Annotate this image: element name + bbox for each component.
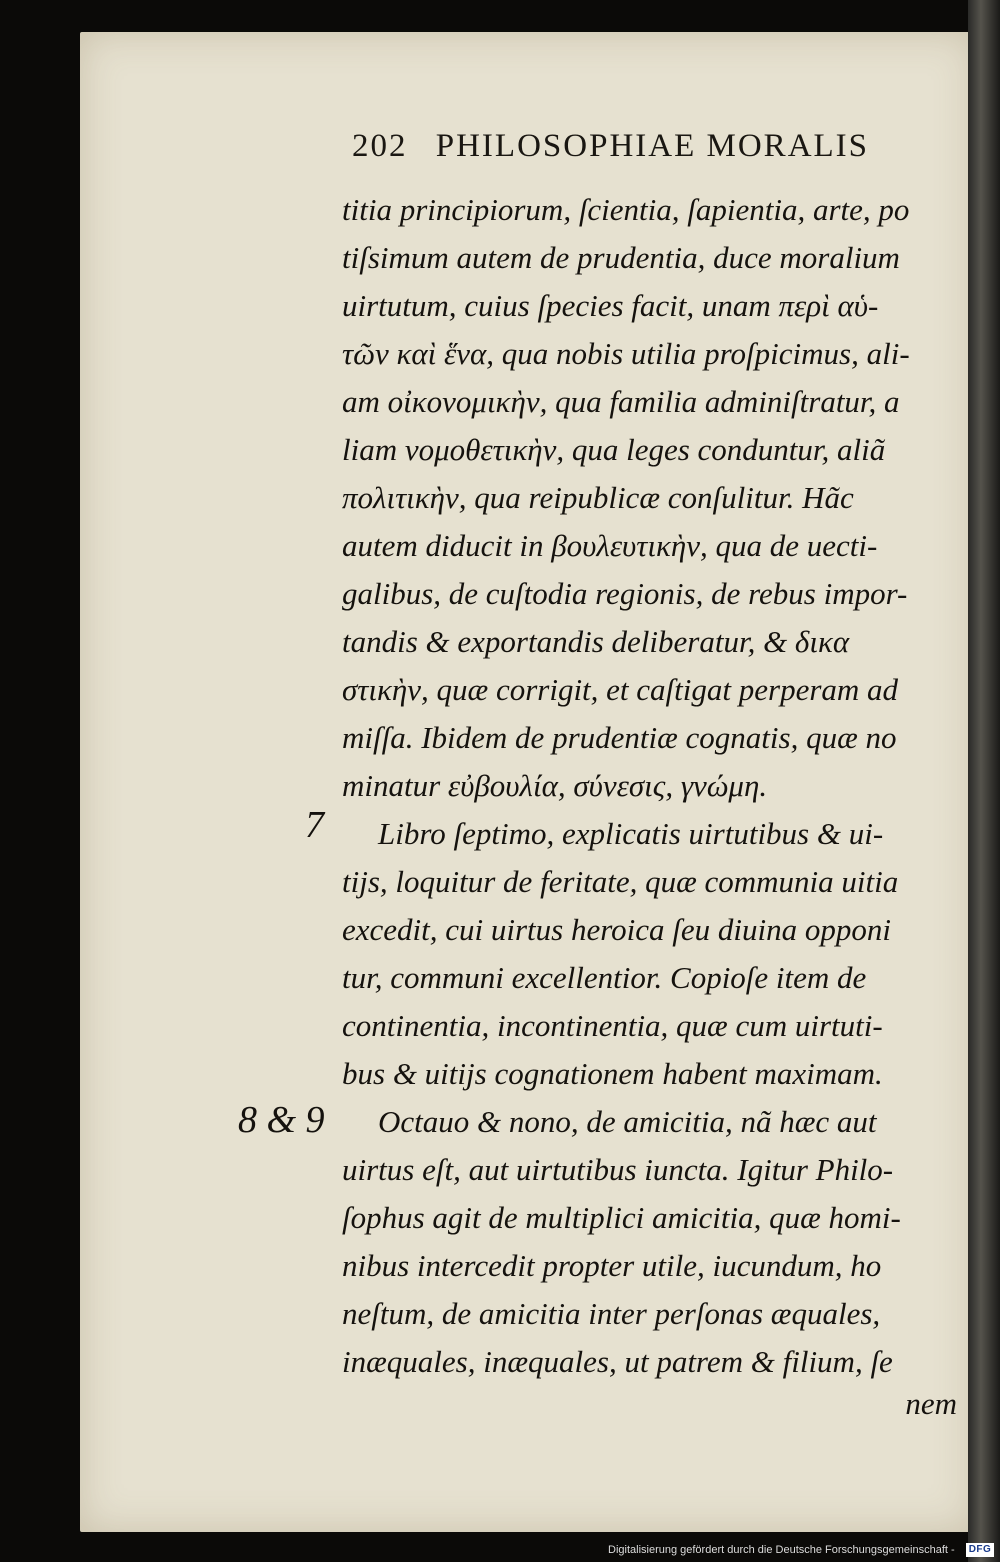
page-number: 202 bbox=[352, 128, 408, 164]
running-title: PHILOSOPHIAE MORALIS bbox=[435, 128, 870, 164]
text-line: τῶν καὶ ἕνα, qua nobis utilia proſpicimus, ali- bbox=[342, 336, 910, 371]
text-line: nibus intercedit propter utile, iucundum, ho bbox=[342, 1248, 882, 1283]
text-line: neſtum, de amicitia inter perſonas æquales, bbox=[342, 1296, 881, 1331]
text-line: στικὴν, quæ corrigit, et caſtigat perperam ad bbox=[342, 672, 899, 707]
running-header bbox=[352, 128, 952, 172]
text-line: titia principiorum, ſcientia, ſapientia, arte, po bbox=[342, 192, 910, 227]
text-line: liam νομοθετικὴν, qua leges conduntur, aliã bbox=[342, 432, 886, 467]
text-line: bus & uitijs cognationem habent maximam. bbox=[342, 1056, 883, 1091]
text-line: Libro ſeptimo, explicatis uirtutibus & ui- bbox=[378, 816, 884, 851]
margin-note-book-7: 7 bbox=[305, 804, 324, 846]
text-line: excedit, cui uirtus heroica ſeu diuina opponi bbox=[342, 912, 891, 947]
text-line: tur, communi excellentior. Copioſe item de bbox=[342, 960, 867, 995]
text-line: autem diducit in βουλευτικὴν, qua de uecti- bbox=[342, 528, 878, 563]
margin-note-books-8-9: 8 & 9 bbox=[238, 1099, 325, 1141]
text-line: am οἰκονομικὴν, qua familia adminiſtratur, a bbox=[342, 384, 900, 419]
book-spine bbox=[968, 0, 1000, 1562]
text-line: inæquales, inæquales, ut patrem & filium, ſe bbox=[342, 1344, 893, 1379]
dfg-logo: DFG bbox=[966, 1543, 994, 1557]
text-line: uirtus eſt, aut uirtutibus iuncta. Igitur Philo- bbox=[342, 1152, 894, 1187]
text-line: πολιτικὴν, qua reipublicæ conſulitur. Hãc bbox=[342, 480, 854, 515]
text-line: tiſsimum autem de prudentia, duce moralium bbox=[342, 240, 900, 275]
text-line: ſophus agit de multiplici amicitia, quæ homi- bbox=[342, 1200, 901, 1235]
text-line: continentia, incontinentia, quæ cum uirtuti- bbox=[342, 1008, 883, 1043]
text-line: uirtutum, cuius ſpecies facit, unam περὶ αὑ- bbox=[342, 288, 879, 323]
text-line: miſſa. Ibidem de prudentiæ cognatis, quæ no bbox=[342, 720, 897, 755]
text-line: tijs, loquitur de feritate, quæ communia uitia bbox=[342, 864, 899, 899]
catchword: nem bbox=[905, 1386, 957, 1421]
text-line: Octauo & nono, de amicitia, nã hæc aut bbox=[378, 1104, 877, 1139]
text-line: galibus, de cuſtodia regionis, de rebus impor- bbox=[342, 576, 908, 611]
text-line: tandis & exportandis deliberatur, & δικα bbox=[342, 624, 850, 659]
digitization-credit: Digitalisierung gefördert durch die Deutsche Forschungsgemeinschaft - bbox=[608, 1544, 955, 1556]
text-line: minatur εὐβουλία, σύνεσις, γνώμη. bbox=[342, 768, 768, 803]
